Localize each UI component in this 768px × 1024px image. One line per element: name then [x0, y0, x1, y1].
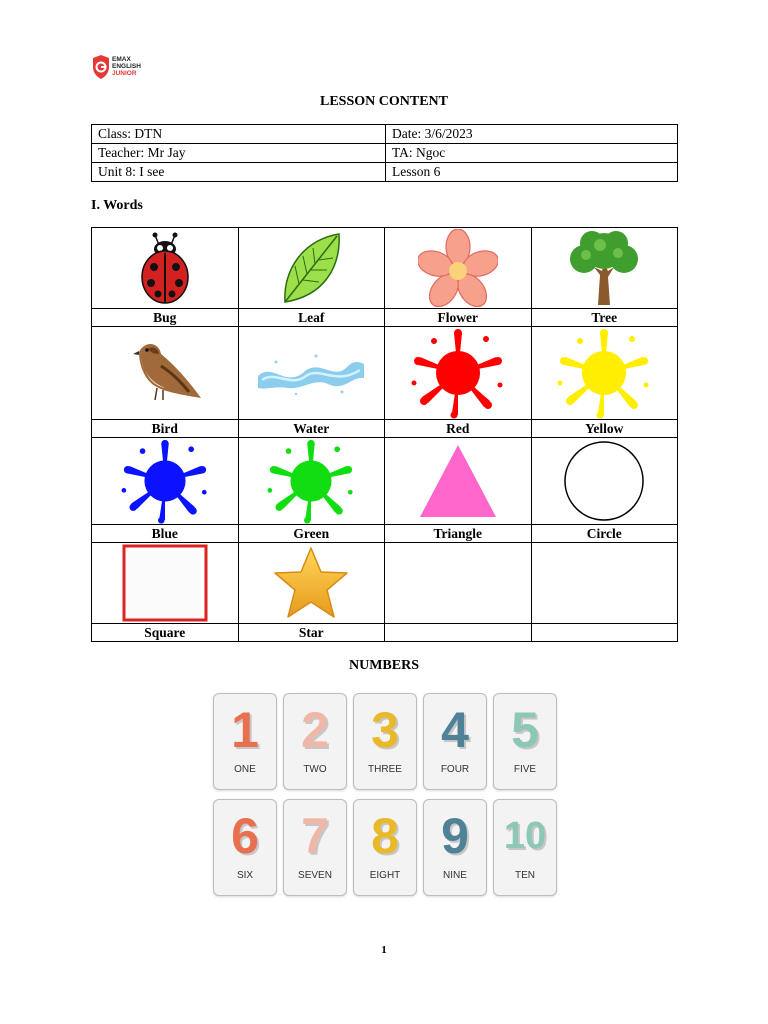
red-picture-cell: [385, 327, 532, 420]
word-label-bug: Bug: [92, 309, 239, 327]
circle-picture-cell: [531, 438, 678, 525]
word-label-blue: Blue: [92, 525, 239, 543]
number-word: TWO: [303, 764, 327, 775]
word-label-red: Red: [385, 420, 532, 438]
ladybug-icon: [135, 231, 195, 305]
flower-picture-cell: [385, 228, 532, 309]
green-splash-icon: [265, 438, 357, 524]
unit-cell: Unit 8: I see: [92, 163, 386, 182]
word-label-yellow: Yellow: [531, 420, 678, 438]
logo-line-3: JUNIOR: [112, 70, 137, 78]
square-picture-cell: [92, 543, 239, 624]
word-label-flower: Flower: [385, 309, 532, 327]
word-label-bird: Bird: [92, 420, 239, 438]
number-digit: 7: [301, 808, 329, 864]
blue-picture-cell: [92, 438, 239, 525]
number-digit: 1: [231, 702, 259, 758]
number-word: FOUR: [440, 764, 470, 775]
ta-cell: TA: Ngoc: [386, 144, 678, 163]
number-word: FIVE: [513, 764, 537, 775]
circle-icon: [562, 440, 646, 522]
word-label-triangle: Triangle: [385, 525, 532, 543]
number-card-3: [353, 693, 417, 790]
empty-picture-cell: [385, 543, 532, 624]
number-card-4: [423, 693, 487, 790]
green-picture-cell: [238, 438, 385, 525]
number-card-8: [353, 799, 417, 896]
number-word: ONE: [234, 764, 256, 775]
number-word: SEVEN: [298, 870, 332, 881]
water-picture-cell: [238, 327, 385, 420]
word-label-square: Square: [92, 624, 239, 642]
number-card-7: [283, 799, 347, 896]
lesson-cell: Lesson 6: [386, 163, 678, 182]
leaf-picture-cell: [238, 228, 385, 309]
tree-icon: [564, 229, 644, 307]
logo-line-1: EMAX: [112, 56, 131, 63]
number-card-2: [283, 693, 347, 790]
star-picture-cell: [238, 543, 385, 624]
number-word: THREE: [368, 764, 402, 775]
yellow-splash-icon: [556, 327, 652, 419]
word-label-leaf: Leaf: [238, 309, 385, 327]
number-card-5: [493, 693, 557, 790]
triangle-icon: [418, 443, 498, 519]
number-card-6: [213, 799, 277, 896]
flower-icon: [418, 229, 498, 307]
tree-picture-cell: [531, 228, 678, 309]
number-word: SIX: [236, 870, 254, 881]
class-cell: Class: DTN: [92, 125, 386, 144]
number-word: EIGHT: [369, 870, 401, 881]
page-title: LESSON CONTENT: [320, 94, 448, 109]
empty-label-cell: [385, 624, 532, 642]
bird-picture-cell: [92, 327, 239, 420]
numbers-title: NUMBERS: [348, 658, 419, 673]
leaf-icon: [279, 230, 343, 306]
yellow-picture-cell: [531, 327, 678, 420]
bird-icon: [125, 336, 205, 410]
square-icon: [122, 544, 208, 622]
water-icon: [256, 348, 366, 398]
number-digit: 4: [441, 702, 469, 758]
number-word: NINE: [443, 870, 467, 881]
number-digit: 5: [511, 702, 539, 758]
number-digit: 10: [503, 815, 547, 857]
bug-picture-cell: [92, 228, 239, 309]
emax-logo: [92, 54, 162, 86]
number-digit: 3: [371, 702, 399, 758]
page-number: 1: [381, 944, 387, 956]
word-label-water: Water: [238, 420, 385, 438]
number-digit: 8: [371, 808, 399, 864]
info-table: [91, 124, 678, 182]
red-splash-icon: [410, 327, 506, 419]
star-icon: [271, 545, 351, 621]
empty-picture-cell: [531, 543, 678, 624]
shield-icon: [92, 54, 110, 80]
triangle-picture-cell: [385, 438, 532, 525]
empty-label-cell: [531, 624, 678, 642]
logo-line-2: ENGLISH: [112, 63, 141, 71]
word-label-star: Star: [238, 624, 385, 642]
number-word: TEN: [515, 870, 535, 881]
number-digit: 9: [441, 808, 469, 864]
number-digit: 2: [301, 702, 329, 758]
word-label-green: Green: [238, 525, 385, 543]
blue-splash-icon: [119, 438, 211, 524]
teacher-cell: Teacher: Mr Jay: [92, 144, 386, 163]
date-cell: Date: 3/6/2023: [386, 125, 678, 144]
number-card-10: [493, 799, 557, 896]
number-card-1: [213, 693, 277, 790]
words-table: [91, 227, 678, 642]
word-label-tree: Tree: [531, 309, 678, 327]
number-card-9: [423, 799, 487, 896]
word-label-circle: Circle: [531, 525, 678, 543]
number-digit: 6: [231, 808, 259, 864]
section-title: I. Words: [91, 198, 143, 213]
